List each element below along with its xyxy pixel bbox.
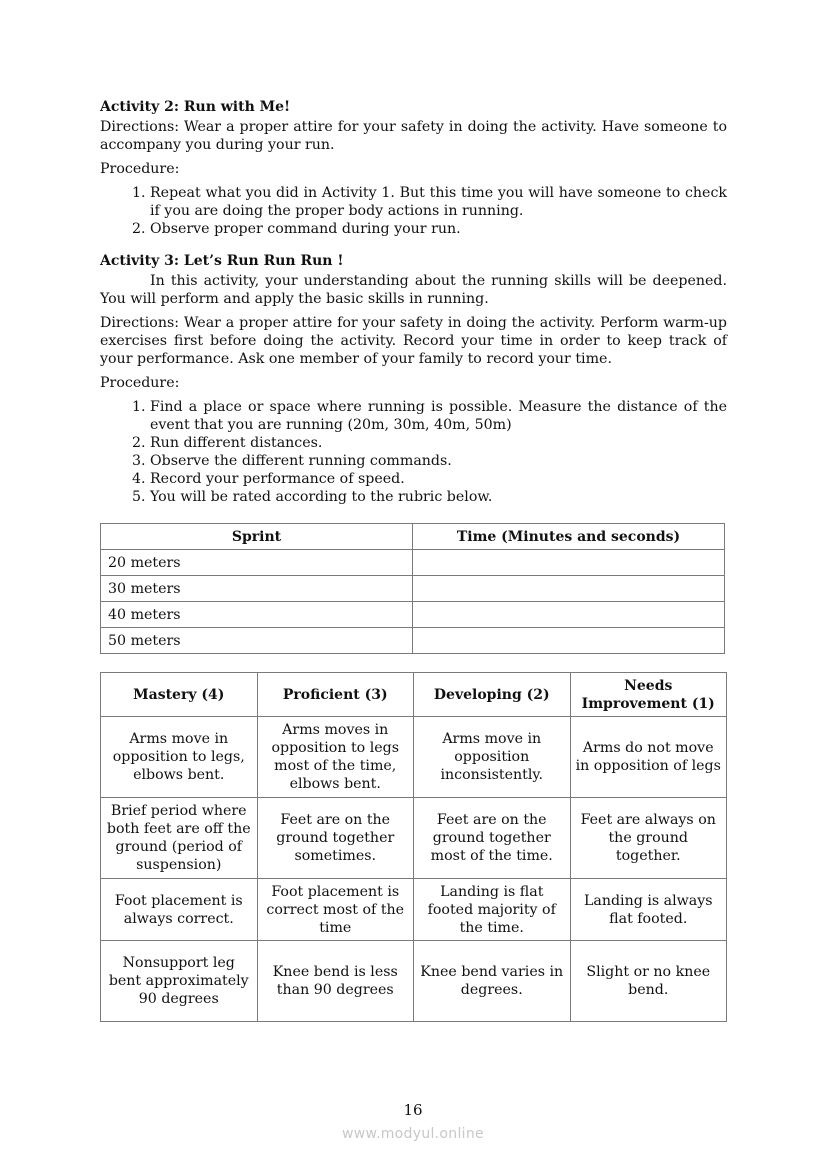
step-item: 1. Repeat what you did in Activity 1. But this time you will have someone to check if you are doing the proper body actions in running. bbox=[150, 184, 727, 220]
activity-2-steps bbox=[100, 184, 727, 238]
table-row bbox=[101, 550, 725, 576]
rubric-cell: Landing is flat footed majority of the time. bbox=[414, 879, 571, 941]
column-header-mastery: Mastery (4) bbox=[101, 673, 258, 717]
step-item: 1. Find a place or space where running is possible. Measure the distance of the event that you are running (20m, 30m, 40m, 50m) bbox=[150, 398, 727, 434]
sprint-distance-cell: 50 meters bbox=[101, 628, 413, 654]
page-number: 16 bbox=[403, 1101, 423, 1119]
rubric-cell: Landing is always flat footed. bbox=[570, 879, 727, 941]
rubric-cell: Nonsupport leg bent approximately 90 degrees bbox=[101, 941, 258, 1022]
rubric-cell: Slight or no knee bend. bbox=[570, 941, 727, 1022]
sprint-time-table bbox=[100, 523, 725, 654]
column-header-time: Time (Minutes and seconds) bbox=[413, 524, 725, 550]
column-header-needs-improvement: Needs Improvement (1) bbox=[570, 673, 727, 717]
step-item: 3. Observe the different running commands. bbox=[150, 452, 727, 470]
time-entry-cell[interactable] bbox=[413, 576, 725, 602]
activity-3-title: Activity 3: Let’s Run Run Run ! bbox=[100, 253, 344, 269]
sprint-distance-cell: 30 meters bbox=[101, 576, 413, 602]
activity-2-title: Activity 2: Run with Me! bbox=[100, 99, 291, 115]
step-item: 5. You will be rated according to the rubric below. bbox=[150, 488, 727, 506]
activity-2-procedure-label: Procedure: bbox=[100, 161, 180, 177]
document-page bbox=[100, 98, 727, 1022]
column-header-proficient: Proficient (3) bbox=[257, 673, 414, 717]
rubric-cell: Brief period where both feet are off the ground (period of suspension) bbox=[101, 798, 258, 879]
watermark-text: www.modyul.online bbox=[342, 1126, 484, 1142]
rubric-cell: Arms move in opposition inconsistently. bbox=[414, 717, 571, 798]
table-row bbox=[101, 717, 727, 798]
table-row bbox=[101, 798, 727, 879]
rubric-table bbox=[100, 672, 727, 1022]
column-header-developing: Developing (2) bbox=[414, 673, 571, 717]
activity-3-section bbox=[100, 252, 727, 506]
table-header-row bbox=[101, 524, 725, 550]
time-entry-cell[interactable] bbox=[413, 628, 725, 654]
rubric-cell: Feet are always on the ground together. bbox=[570, 798, 727, 879]
table-row bbox=[101, 602, 725, 628]
rubric-cell: Knee bend is less than 90 degrees bbox=[257, 941, 414, 1022]
rubric-cell: Feet are on the ground together sometimes. bbox=[257, 798, 414, 879]
rubric-cell: Foot placement is correct most of the time bbox=[257, 879, 414, 941]
sprint-distance-cell: 40 meters bbox=[101, 602, 413, 628]
activity-2-section bbox=[100, 98, 727, 238]
rubric-cell: Arms do not move in opposition of legs bbox=[570, 717, 727, 798]
rubric-cell: Arms moves in opposition to legs most of the time, elbows bent. bbox=[257, 717, 414, 798]
rubric-cell: Arms move in opposition to legs, elbows bent. bbox=[101, 717, 258, 798]
step-item: 2. Run different distances. bbox=[150, 434, 727, 452]
rubric-header-row bbox=[101, 673, 727, 717]
table-row bbox=[101, 879, 727, 941]
sprint-distance-cell: 20 meters bbox=[101, 550, 413, 576]
activity-2-directions: Directions: Wear a proper attire for your safety in doing the activity. Have someone to accompany you during your run. bbox=[100, 119, 727, 153]
time-entry-cell[interactable] bbox=[413, 602, 725, 628]
rubric-cell: Feet are on the ground together most of the time. bbox=[414, 798, 571, 879]
table-row bbox=[101, 941, 727, 1022]
activity-3-intro: In this activity, your understanding about the running skills will be deepened. You will perform and apply the basic skills in running. bbox=[100, 273, 727, 307]
activity-3-steps bbox=[100, 398, 727, 506]
time-entry-cell[interactable] bbox=[413, 550, 725, 576]
activity-3-directions: Directions: Wear a proper attire for your safety in doing the activity. Perform warm-up exercises first before doing the activity. Record your time in order to keep track of your performance. Ask one member of your family to record your time. bbox=[100, 315, 727, 367]
rubric-cell: Foot placement is always correct. bbox=[101, 879, 258, 941]
rubric-cell: Knee bend varies in degrees. bbox=[414, 941, 571, 1022]
activity-3-procedure-label: Procedure: bbox=[100, 375, 180, 391]
step-item: 2. Observe proper command during your run. bbox=[150, 220, 727, 238]
table-row bbox=[101, 576, 725, 602]
step-item: 4. Record your performance of speed. bbox=[150, 470, 727, 488]
column-header-sprint: Sprint bbox=[101, 524, 413, 550]
table-row bbox=[101, 628, 725, 654]
